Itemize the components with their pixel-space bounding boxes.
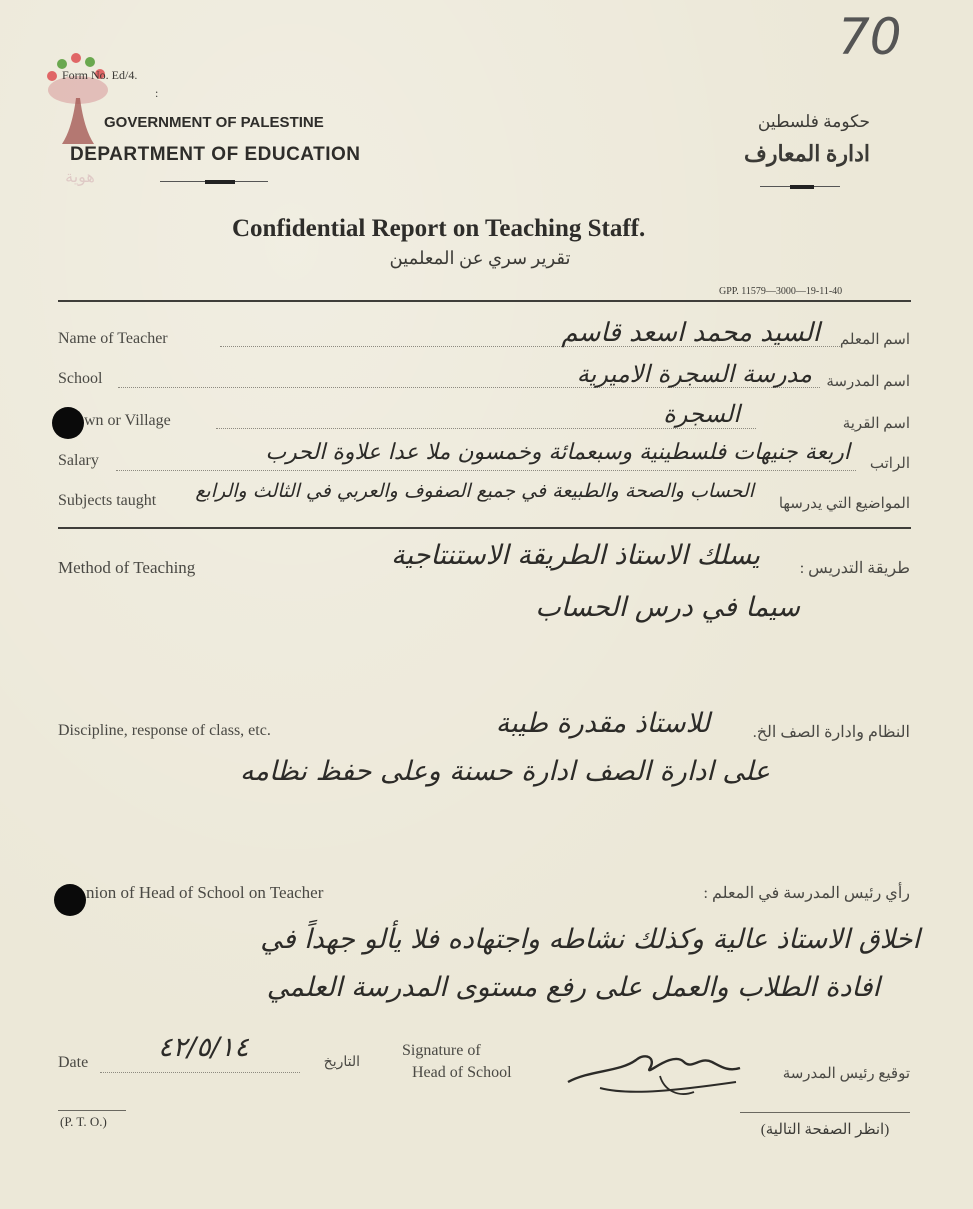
signature-label-en-1: Signature of (402, 1042, 481, 1059)
subjects-label-en: Subjects taught (58, 492, 157, 509)
title-rule (58, 300, 911, 302)
method-label-ar: طريقة التدريس : (799, 560, 910, 577)
method-label-en: Method of Teaching (58, 558, 196, 577)
punch-hole-bottom (54, 884, 86, 916)
next-page-rule (740, 1112, 910, 1113)
subjects-label-ar: المواضيع التي يدرسها (778, 496, 910, 512)
signature-scribble (560, 1030, 760, 1105)
opinion-line-1: اخلاق الاستاذ عالية وكذلك نشاطه واجتهاده فلا يألو جهداً في (260, 924, 920, 955)
opinion-line-2: افادة الطلاب والعمل على رفع مستوى المدرسة العلمي (266, 972, 880, 1003)
printer-code: GPP. 11579—3000—19-11-40 (719, 286, 843, 297)
svg-text:هوية: هوية (65, 167, 95, 186)
see-next-page-ar: (انظر الصفحة التالية) (760, 1122, 890, 1138)
salary-label-ar: الراتب (869, 456, 910, 472)
pto-text: (P. T. O.) (60, 1114, 107, 1129)
form-number: Form No. Ed/4. (62, 68, 138, 82)
method-line-1: يسلك الاستاذ الطريقة الاستنتاجية (391, 540, 760, 571)
discipline-label-ar: النظام وادارة الصف الخ. (752, 724, 910, 741)
date-label-ar: التاريخ (323, 1055, 360, 1070)
dept-title-ar: ادارة المعارف (744, 141, 870, 166)
town-value: السجرة (663, 400, 740, 428)
town-label-ar: اسم القرية (842, 416, 910, 432)
date-dotted-line (100, 1072, 300, 1073)
date-label-en: Date (58, 1054, 89, 1071)
school-value: مدرسة السجرة الاميرية (576, 360, 812, 388)
name-label-ar: اسم المعلم (839, 332, 910, 348)
school-label-en: School (58, 370, 103, 387)
salary-value: اربعة جنيهات فلسطينية وسبعمائة وخمسون ملا عدا علاوة الحرب (265, 440, 850, 465)
pto-rule (58, 1110, 126, 1111)
page-number: 70 (838, 8, 902, 66)
gov-title-ar: حكومة فلسطين (757, 112, 870, 131)
discipline-label-en: Discipline, response of class, etc. (58, 722, 271, 739)
dept-title-en: DEPARTMENT OF EDUCATION (70, 144, 361, 165)
fields-rule (58, 527, 911, 529)
punch-hole-top (52, 407, 84, 439)
discipline-line-2: على ادارة الصف ادارة حسنة وعلى حفظ نظامه (240, 756, 770, 787)
name-value: السيد محمد اسعد قاسم (561, 318, 820, 348)
report-title-ar: تقرير سري عن المعلمين (389, 248, 571, 268)
discipline-line-1: للاستاذ مقدرة طيبة (495, 708, 710, 739)
method-line-2: سيما في درس الحساب (535, 592, 800, 623)
signature-label-en-2: Head of School (412, 1064, 512, 1081)
school-label-ar: اسم المدرسة (826, 374, 910, 390)
town-label-en: wn or Village (84, 412, 171, 429)
opinion-label-ar: رأي رئيس المدرسة في المعلم : (703, 885, 910, 902)
salary-dotted-line (116, 470, 856, 471)
date-value: ٤٢/٥/١٤ (158, 1032, 249, 1063)
header-dash-left (205, 180, 235, 184)
name-label-en: Name of Teacher (58, 330, 168, 347)
header-dash-right (790, 185, 814, 189)
signature-label-ar: توقيع رئيس المدرسة (782, 1066, 910, 1082)
report-title-en: Confidential Report on Teaching Staff. (232, 215, 646, 242)
salary-label-en: Salary (58, 452, 99, 469)
town-dotted-line (216, 428, 756, 429)
colon-mark: : (155, 86, 159, 100)
gov-title-en: GOVERNMENT OF PALESTINE (104, 114, 324, 131)
subjects-value: الحساب والصحة والطبيعة في جميع الصفوف والعربي في الثالث والرابع (195, 480, 754, 502)
opinion-label-en: nion of Head of School on Teacher (86, 883, 324, 902)
